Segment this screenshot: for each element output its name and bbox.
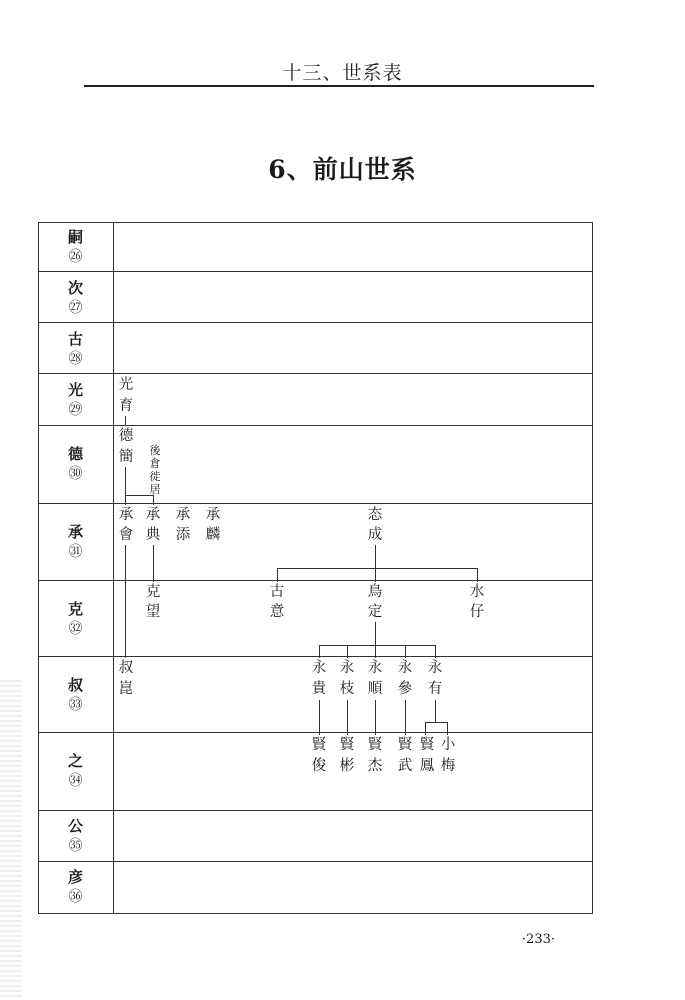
person-name-char: 崑 [118, 681, 134, 697]
lineage-line [375, 645, 376, 658]
migration-note-char: 倉 [149, 457, 161, 470]
row-divider [38, 271, 593, 272]
person-name-char: 簡 [118, 449, 134, 465]
person-name-char: 承 [118, 507, 134, 523]
generation-number: ㉛ [68, 544, 83, 560]
lineage-line [125, 545, 126, 658]
lineage-line [435, 700, 436, 722]
person-name-char: 鳳 [419, 758, 435, 774]
person-name-char: 順 [367, 681, 383, 697]
person-name-char: 賢 [311, 737, 327, 753]
person-name-char: 德 [118, 428, 134, 444]
person-name-char: 杰 [367, 758, 383, 774]
migration-note-char: 徙 [149, 470, 161, 483]
person-name-char: 意 [269, 604, 285, 620]
generation-char: 承 [67, 523, 83, 541]
generation-char: 古 [67, 330, 83, 348]
person-name-char: 定 [367, 604, 383, 620]
person-name-char: 永 [339, 660, 355, 676]
person-name-char: 克 [145, 584, 161, 600]
lineage-line [153, 495, 154, 505]
row-divider [38, 861, 593, 862]
generation-number: ㉝ [68, 697, 83, 713]
lineage-line [375, 568, 376, 582]
row-divider [38, 373, 593, 374]
generation-char: 次 [67, 279, 83, 297]
generation-number: ㊱ [68, 889, 83, 905]
person-name-char: 永 [311, 660, 327, 676]
person-name-char: 古 [269, 584, 285, 600]
lineage-line [347, 700, 348, 735]
migration-note-char: 居 [149, 483, 161, 496]
person-name-char: 仔 [469, 604, 485, 620]
person-name-char: 添 [175, 527, 191, 543]
person-name-char: 參 [397, 681, 413, 697]
lineage-line [277, 568, 278, 582]
person-name-char: 小 [440, 737, 456, 753]
header-title: 十三、世系表 [282, 62, 403, 84]
lineage-line [375, 545, 376, 568]
row-divider [38, 322, 593, 323]
generation-number: ㉜ [68, 621, 83, 637]
row-divider [38, 503, 593, 504]
person-name-char: 永 [367, 660, 383, 676]
generation-number: ㉙ [68, 402, 83, 418]
generation-number: ㉞ [68, 773, 83, 789]
lineage-line [125, 495, 153, 496]
person-name-char: 水 [469, 584, 485, 600]
person-name-char: 育 [118, 398, 134, 414]
person-name-char: 典 [145, 527, 161, 543]
person-name-char: 承 [175, 507, 191, 523]
lineage-line [405, 645, 406, 658]
lineage-line [375, 622, 376, 645]
generation-number: ㉚ [68, 466, 83, 482]
lineage-line [319, 645, 435, 646]
generation-char: 嗣 [67, 228, 83, 246]
generation-char: 克 [67, 600, 83, 618]
generation-number: ㉖ [68, 249, 83, 265]
lineage-line [425, 722, 447, 723]
header-rule [84, 85, 594, 87]
person-name-char: 武 [397, 758, 413, 774]
person-name-char: 望 [145, 604, 161, 620]
generation-number: ㉗ [68, 300, 83, 316]
generation-char: 彦 [67, 868, 83, 886]
row-divider [38, 810, 593, 811]
row-divider [38, 425, 593, 426]
migration-note-char: 後 [149, 444, 161, 457]
person-name-char: 會 [118, 527, 134, 543]
lineage-line [435, 645, 436, 658]
lineage-line [425, 722, 426, 735]
person-name-char: 麟 [205, 527, 221, 543]
lineage-line [447, 722, 448, 735]
person-name-char: 有 [427, 681, 443, 697]
lineage-line [375, 700, 376, 735]
person-name-char: 賢 [419, 737, 435, 753]
lineage-line [125, 416, 126, 426]
generation-char: 叔 [67, 676, 83, 694]
generation-number: ㉟ [68, 838, 83, 854]
row-divider [38, 732, 593, 733]
scan-edge-shading [0, 680, 22, 1000]
lineage-line [153, 545, 154, 582]
lineage-line [347, 645, 348, 658]
person-name-char: 光 [118, 377, 134, 393]
person-name-char: 梅 [440, 758, 456, 774]
person-name-char: 枝 [339, 681, 355, 697]
person-name-char: 承 [205, 507, 221, 523]
person-name-char: 叔 [118, 660, 134, 676]
person-name-char: 态 [367, 507, 383, 523]
person-name-char: 彬 [339, 758, 355, 774]
person-name-char: 成 [367, 527, 383, 543]
generation-char: 之 [67, 752, 83, 770]
lineage-line [319, 645, 320, 658]
lineage-line [405, 700, 406, 735]
person-name-char: 永 [427, 660, 443, 676]
generation-char: 德 [67, 445, 83, 463]
generation-number: ㉘ [68, 351, 83, 367]
generation-char: 公 [67, 817, 83, 835]
generation-char: 光 [67, 381, 83, 399]
row-divider [38, 656, 593, 657]
person-name-char: 永 [397, 660, 413, 676]
person-name-char: 賢 [339, 737, 355, 753]
lineage-line [277, 568, 477, 569]
person-name-char: 貴 [311, 681, 327, 697]
page-number: ·233· [521, 932, 555, 947]
person-name-char: 俊 [311, 758, 327, 774]
person-name-char: 承 [145, 507, 161, 523]
row-divider [38, 580, 593, 581]
lineage-line [477, 568, 478, 582]
lineage-line [125, 467, 126, 505]
person-name-char: 賢 [397, 737, 413, 753]
person-name-char: 賢 [367, 737, 383, 753]
person-name-char: 鳥 [367, 584, 383, 600]
lineage-line [319, 700, 320, 735]
page-title: 6、前山世系 [268, 155, 417, 184]
